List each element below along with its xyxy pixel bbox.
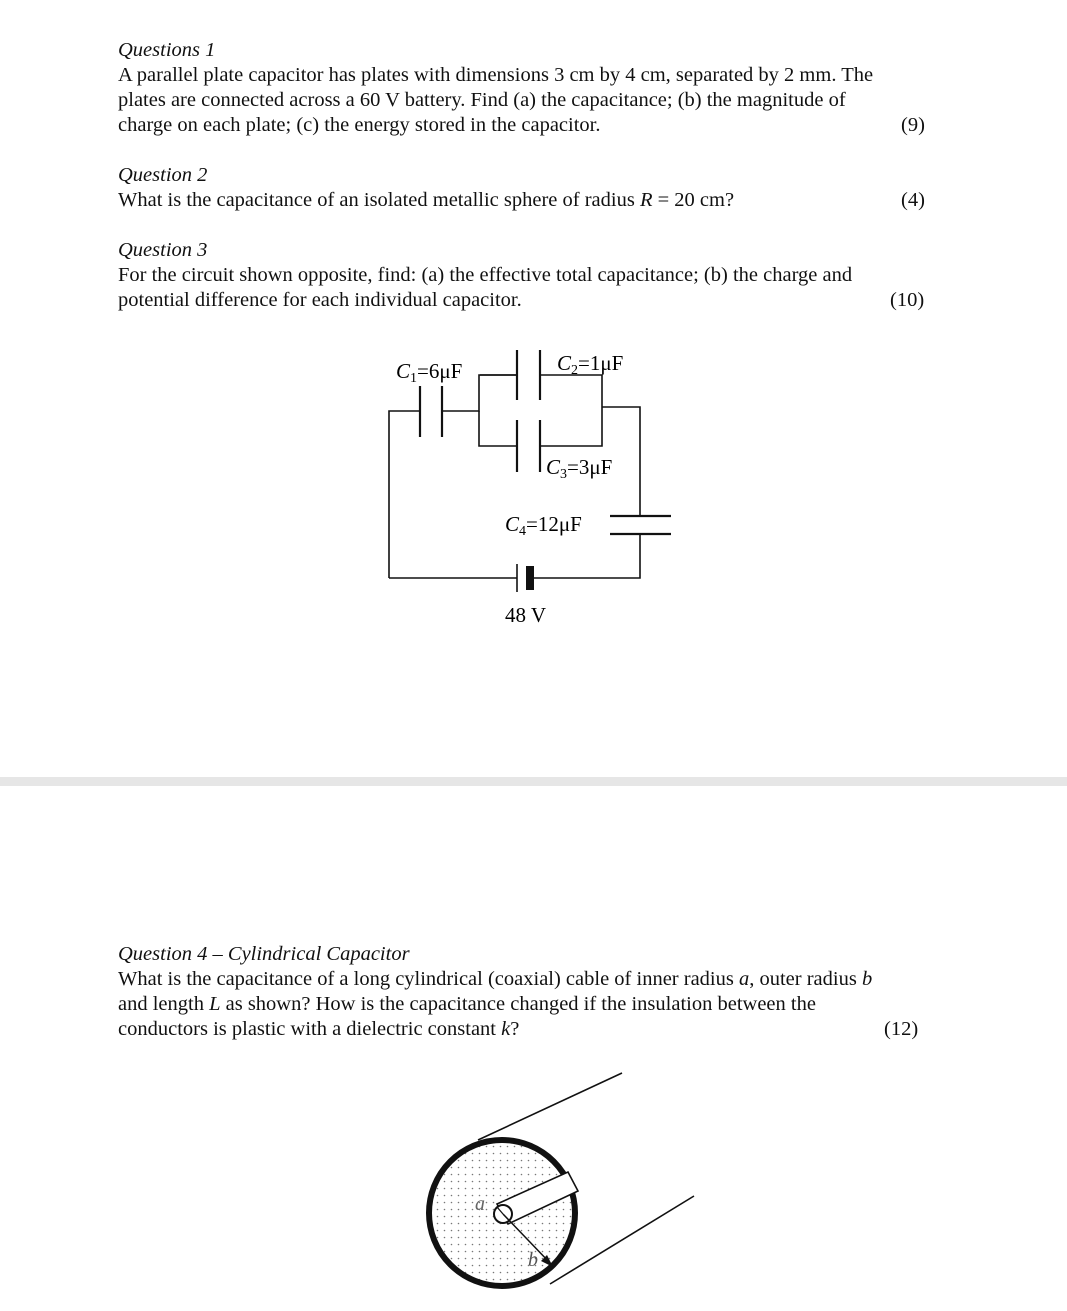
q4-l1-b: , outer radius [749,968,862,990]
cylinder-top-edge [478,1073,622,1140]
question-2-var-r: R [639,189,653,211]
question-2-text-a: What is the capacitance of an isolated metallic sphere of radius [118,189,640,211]
question-3-marks: (10) [890,289,925,311]
question-1-line-1: A parallel plate capacitor has plates with dimensions 3 cm by 4 cm, separated by 2 mm. The [118,64,874,86]
q4-l1-a: What is the capacitance of a long cylindrical (coaxial) cable of inner radius [118,968,739,990]
radius-b-label: b [528,1249,538,1271]
question-1-marks: (9) [901,114,925,136]
q4-var-b: b [861,968,873,990]
c4-label: C4=12μF [505,512,582,539]
battery-short-plate [526,566,534,590]
c3-label: C3=3μF [546,455,613,482]
question-3-line-2: potential difference for each individual capacitor. [118,289,522,311]
radius-a-label: a [475,1193,485,1215]
q4-l2-b: as shown? How is the capacitance changed if the insulation between the [220,993,816,1015]
question-3-title: Question 3 [118,239,208,261]
document-page-2 [0,786,1067,1311]
question-4-title: Question 4 – Cylindrical Capacitor [118,943,410,965]
q4-var-l: L [209,993,221,1015]
question-2-marks: (4) [901,189,925,211]
q4-var-k: k [501,1018,511,1040]
q4-var-a: a [738,968,750,990]
q4-l2-a: and length [118,993,210,1015]
battery-label: 48 V [505,603,547,627]
c1-label: C1=6μF [396,359,463,386]
q4-l3-b: ? [510,1018,520,1040]
page-separator [0,777,1067,786]
question-3-line-1: For the circuit shown opposite, find: (a) the effective total capacitance; (b) the charge and [118,264,853,286]
question-1-line-3: charge on each plate; (c) the energy stored in the capacitor. [118,114,601,136]
question-1-title: Questions 1 [118,39,216,61]
question-2-title: Question 2 [118,164,208,186]
question-1-line-2: plates are connected across a 60 V battery. Find (a) the capacitance; (b) the magnitude of [118,89,846,111]
cylinder-diagram [0,786,1067,1311]
question-2-text-b: = 20 cm? [652,189,735,211]
c2-label: C2=1μF [557,351,624,378]
question-4-marks: (12) [884,1018,919,1040]
q4-l3-a: conductors is plastic with a dielectric constant [118,1018,502,1040]
